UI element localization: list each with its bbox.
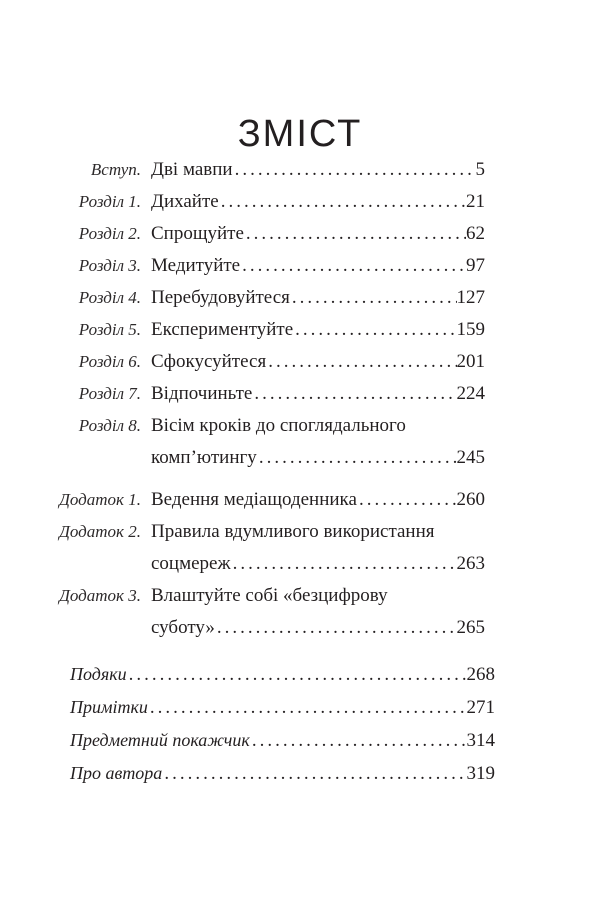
entry-title: Дві мавпи — [151, 159, 233, 180]
toc-entry-chapter-1[interactable] — [0, 186, 600, 218]
toc-entry-notes[interactable] — [0, 691, 600, 724]
dot-leader — [293, 314, 456, 346]
dot-leader — [290, 282, 457, 314]
entry-page: 314 — [466, 730, 495, 751]
entry-page: 224 — [456, 383, 485, 404]
toc-entry-chapter-4[interactable] — [0, 282, 600, 314]
section-gap — [0, 644, 600, 658]
entry-label: Додаток 2. — [59, 522, 141, 541]
entry-page: 127 — [456, 287, 485, 308]
dot-leader — [148, 692, 467, 724]
toc-entry-appendix-3[interactable] — [0, 580, 600, 644]
dot-leader — [233, 154, 476, 186]
toc-entry-chapter-8[interactable] — [0, 410, 600, 474]
page-title: ЗМІСТ — [237, 113, 363, 156]
entry-page: 263 — [456, 553, 485, 574]
entry-title-line-1: Правила вдумливого використання — [151, 521, 435, 542]
toc-entry-appendix-2[interactable] — [0, 516, 600, 580]
entry-page: 97 — [466, 255, 485, 276]
entry-page: 319 — [466, 763, 495, 784]
entry-title: Про автора — [70, 763, 163, 783]
entry-title: Подяки — [70, 664, 127, 684]
toc-entry-chapter-6[interactable] — [0, 346, 600, 378]
entry-page: 271 — [466, 697, 495, 718]
entry-title-line-2: комп’ютингу — [151, 447, 257, 468]
dot-leader — [357, 484, 457, 516]
toc-entry-chapter-5[interactable] — [0, 314, 600, 346]
dot-leader — [127, 659, 467, 691]
entry-page: 268 — [466, 664, 495, 685]
entry-title: Ведення медіащоденника — [151, 489, 357, 510]
entry-title: Експериментуйте — [151, 319, 294, 340]
dot-leader — [231, 548, 457, 580]
dot-leader — [162, 758, 466, 790]
entry-page: 159 — [456, 319, 485, 340]
toc-entry-chapter-2[interactable] — [0, 218, 600, 250]
entry-page: 265 — [456, 617, 485, 638]
entry-title: Медитуйте — [151, 255, 241, 276]
entry-title: Відпочиньте — [151, 383, 253, 404]
entry-page: 245 — [456, 447, 485, 468]
entry-label: Додаток 3. — [59, 586, 141, 605]
dot-leader — [252, 378, 456, 410]
entry-page: 260 — [456, 489, 485, 510]
entry-label: Розділ 3. — [78, 256, 141, 275]
dot-leader — [250, 725, 467, 757]
entry-label: Розділ 8. — [78, 416, 141, 435]
toc-entry-about-author[interactable] — [0, 757, 600, 790]
entry-label: Розділ 6. — [78, 352, 141, 371]
dot-leader — [257, 442, 457, 474]
entry-label: Розділ 2. — [78, 224, 141, 243]
toc-entry-chapter-7[interactable] — [0, 378, 600, 410]
entry-label: Розділ 4. — [78, 288, 141, 307]
entry-title: Примітки — [70, 697, 148, 717]
toc-entry-chapter-3[interactable] — [0, 250, 600, 282]
entry-title-line-2: соцмереж — [151, 553, 231, 574]
entry-label: Розділ 7. — [78, 384, 141, 403]
toc-entry-acknowledgements[interactable] — [0, 658, 600, 691]
entry-title-line-2: суботу» — [151, 617, 215, 638]
entry-page: 201 — [456, 351, 485, 372]
toc-entry-intro[interactable] — [0, 154, 600, 186]
entry-title: Спрощуйте — [151, 223, 244, 244]
entry-title: Перебудовуйтеся — [151, 287, 290, 308]
entry-title-line-1: Влаштуйте собі «безцифрову — [151, 585, 388, 606]
toc-entry-index[interactable] — [0, 724, 600, 757]
dot-leader — [266, 346, 456, 378]
dot-leader — [215, 612, 457, 644]
entry-title: Предметний покажчик — [70, 730, 250, 750]
entry-page: 21 — [466, 191, 485, 212]
entry-title: Сфокусуйтеся — [151, 351, 267, 372]
entry-label: Вступ. — [90, 160, 141, 179]
entry-label: Додаток 1. — [59, 490, 141, 509]
table-of-contents — [0, 154, 600, 790]
entry-label: Розділ 5. — [78, 320, 141, 339]
entry-label: Розділ 1. — [78, 192, 141, 211]
dot-leader — [219, 186, 466, 218]
dot-leader — [240, 250, 466, 282]
section-gap — [0, 474, 600, 484]
entry-title: Дихайте — [151, 191, 219, 212]
entry-page: 5 — [475, 159, 485, 180]
entry-title-line-1: Вісім кроків до споглядального — [151, 415, 406, 436]
dot-leader — [244, 218, 466, 250]
toc-entry-appendix-1[interactable] — [0, 484, 600, 516]
entry-page: 62 — [466, 223, 485, 244]
